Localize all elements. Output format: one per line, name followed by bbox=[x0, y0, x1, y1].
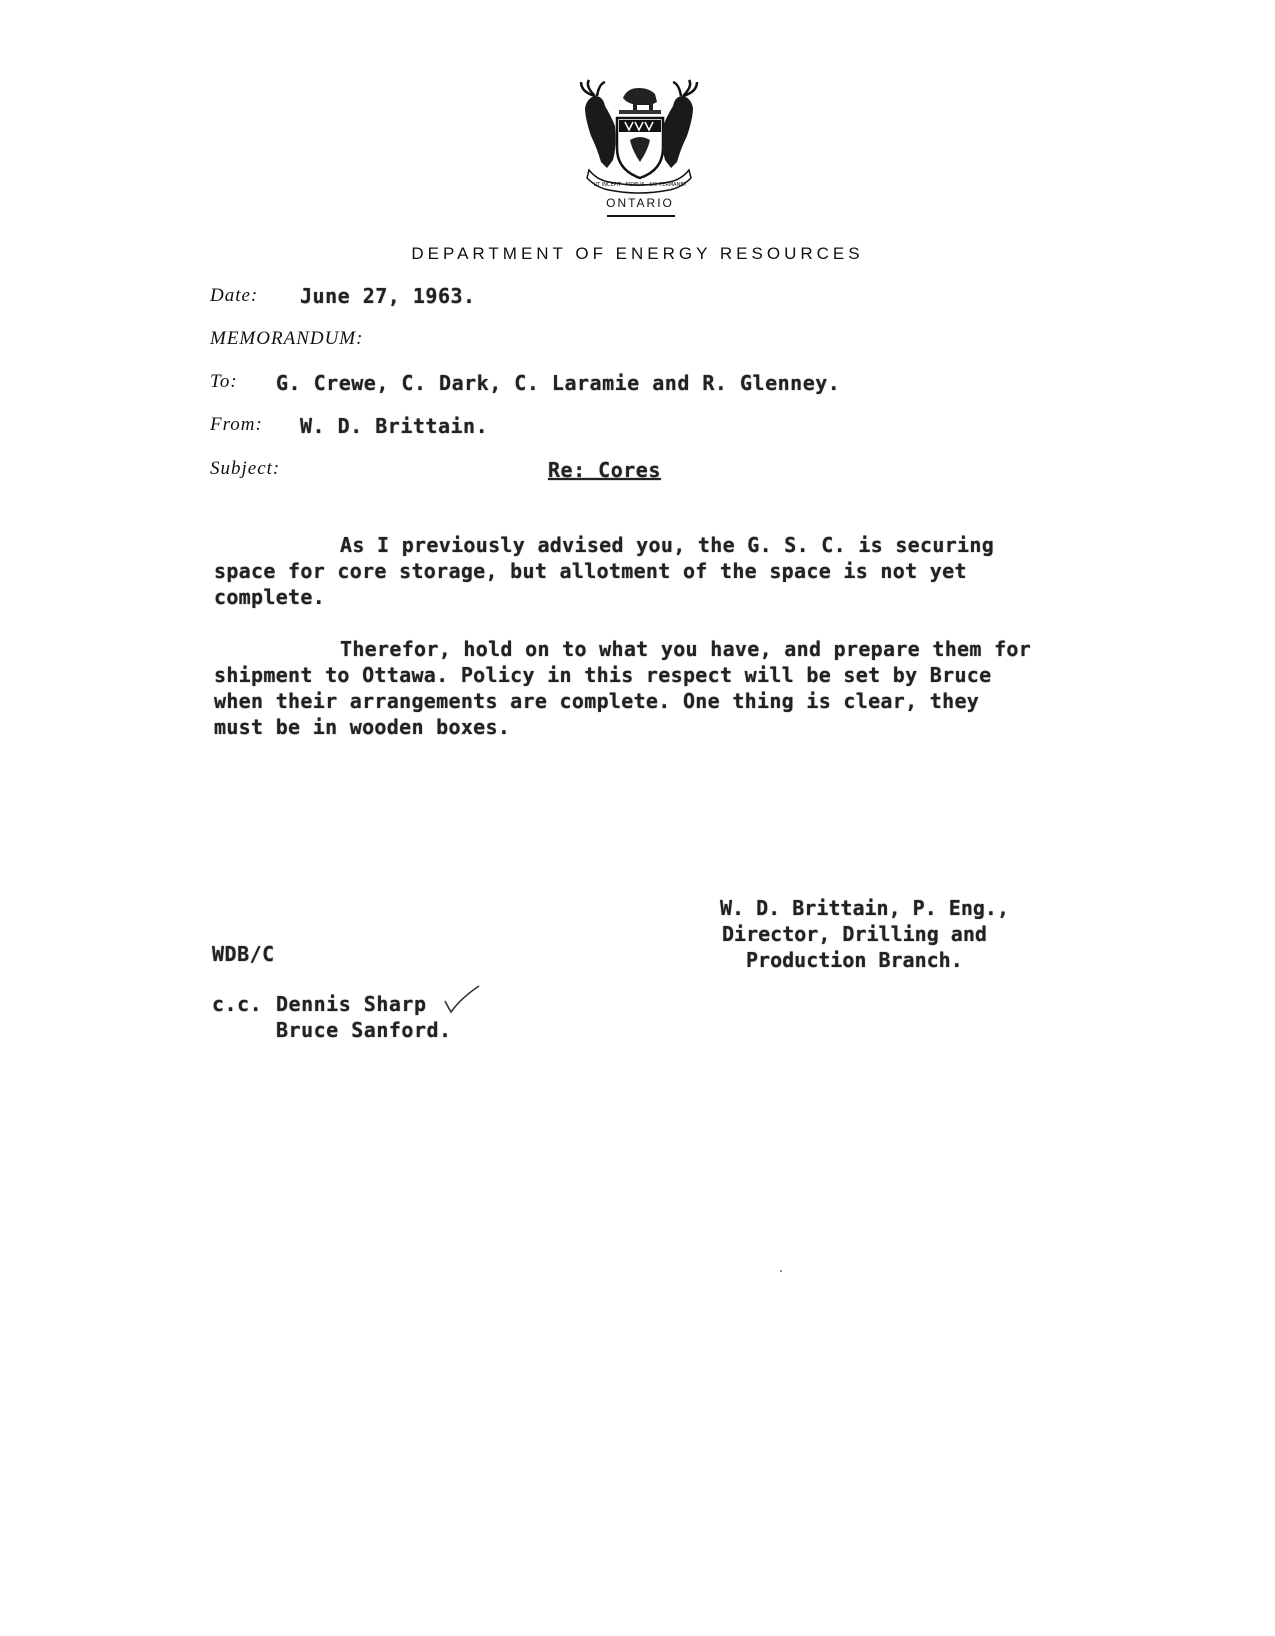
cc-recipient-2: Bruce Sanford. bbox=[276, 1018, 452, 1042]
to-label: To: bbox=[210, 371, 238, 392]
signature-branch: Production Branch. bbox=[746, 948, 963, 972]
memorandum-label: MEMORANDUM: bbox=[210, 328, 364, 349]
cc-label: c.c. bbox=[212, 992, 263, 1016]
body-paragraph-2: Therefor, hold on to what you have, and prepare them for shipment to Ottawa. Policy in this respect will be set by Bruce when their arrangements are complete. One thing is clear, they must be in wooden boxes. bbox=[214, 637, 1032, 739]
scan-speck bbox=[780, 1270, 782, 1272]
subject-label: Subject: bbox=[210, 458, 281, 479]
signature-title: Director, Drilling and bbox=[722, 922, 987, 946]
province-label: ONTARIO bbox=[606, 196, 674, 210]
from-label: From: bbox=[210, 414, 263, 435]
letterhead-rule bbox=[607, 215, 675, 217]
handwritten-checkmark-icon bbox=[443, 985, 481, 1015]
signature-name: W. D. Brittain, P. Eng., bbox=[720, 896, 1009, 920]
subject-value: Re: Cores bbox=[548, 458, 661, 482]
from-value: W. D. Brittain. bbox=[300, 414, 489, 438]
department-heading: DEPARTMENT OF ENERGY RESOURCES bbox=[411, 244, 864, 263]
date-label: Date: bbox=[210, 285, 259, 306]
reference-initials: WDB/C bbox=[212, 942, 275, 966]
svg-text:UT INCEPIT · FIDELIS · SIC PER: UT INCEPIT · FIDELIS · SIC PERMANET bbox=[593, 182, 687, 188]
body-paragraph-1: As I previously advised you, the G. S. C. is securing space for core storage, but allotment of the space is not yet complete. bbox=[214, 533, 995, 609]
to-value: G. Crewe, C. Dark, C. Laramie and R. Glenney. bbox=[276, 371, 841, 395]
date-value: June 27, 1963. bbox=[300, 284, 476, 308]
signature-block bbox=[720, 895, 1040, 973]
cc-recipient-1: Dennis Sharp bbox=[276, 992, 427, 1016]
